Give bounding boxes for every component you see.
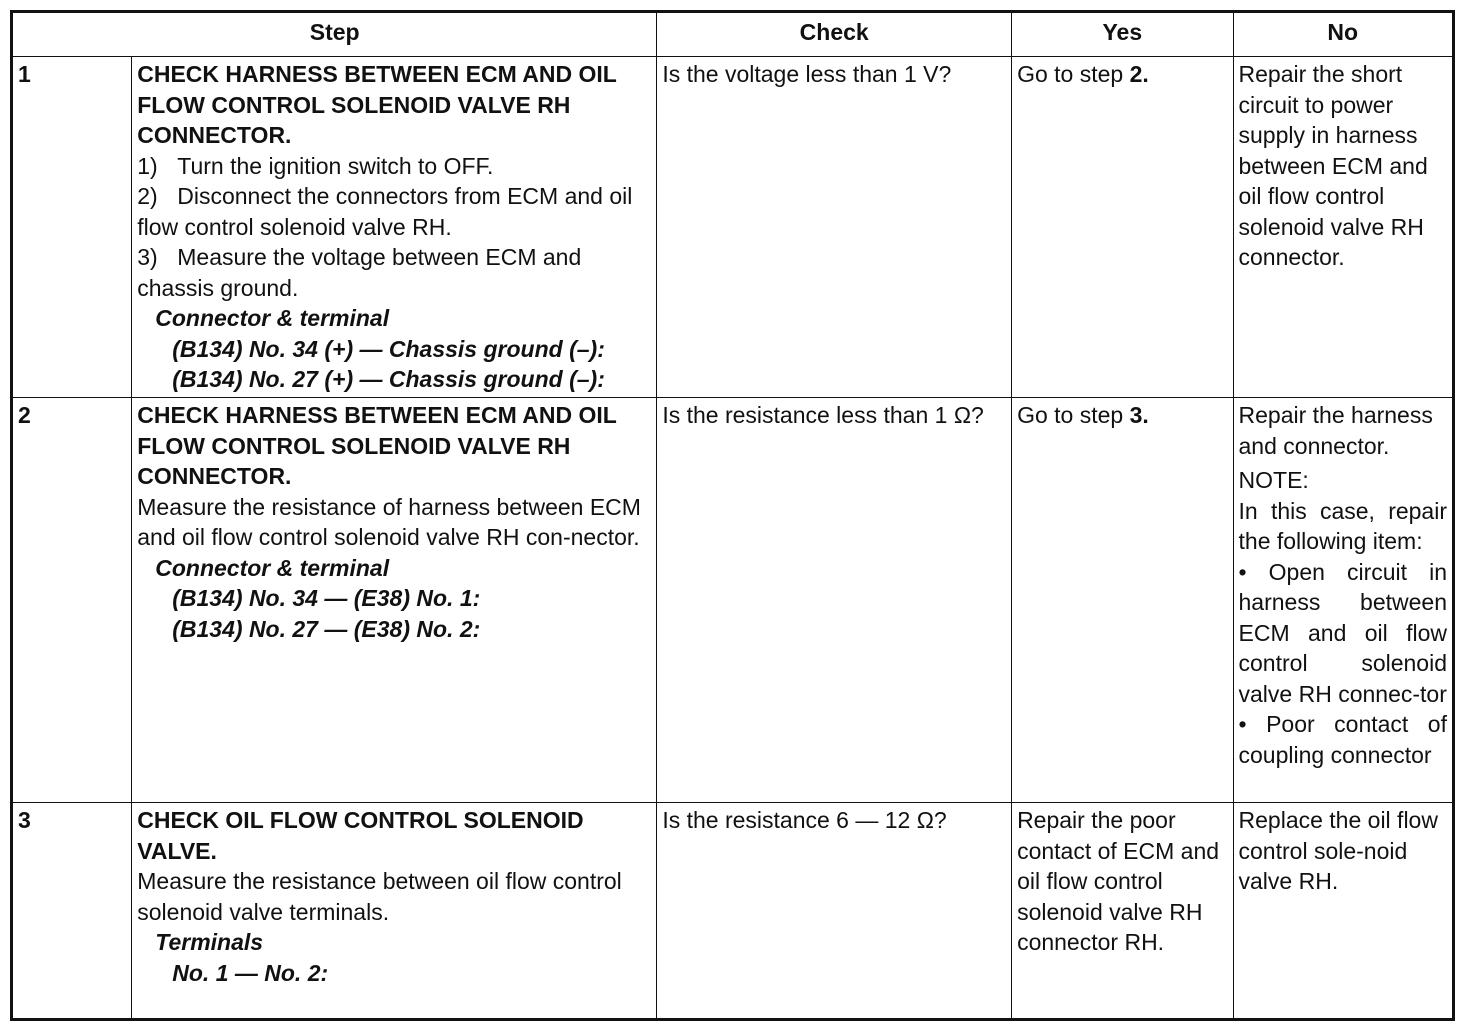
yes-prefix: Go to step: [1017, 402, 1130, 429]
step-description: Measure the resistance between oil flow control solenoid valve terminals.: [137, 868, 622, 925]
procedure-item: [137, 181, 651, 242]
yes-prefix: Go to step: [1017, 61, 1130, 87]
note-label: NOTE:: [1238, 467, 1309, 494]
no-cell: Repair the short circuit to power supply in harness between ECM and oil flow control solenoid valve RH connector.: [1233, 57, 1453, 398]
step-number: 1: [12, 57, 132, 398]
table-row: [12, 803, 1454, 1020]
no-cell: Replace the oil flow control sole-noid valve RH.: [1233, 803, 1453, 1020]
spec-item: (B134) No. 34 — (E38) No. 1:: [172, 585, 481, 612]
yes-step-ref: 3.: [1129, 402, 1149, 429]
procedure-number: 2): [137, 183, 158, 209]
check-cell: Is the resistance less than 1 Ω?: [657, 398, 1012, 803]
procedure-item: [137, 242, 651, 303]
step-title: CHECK OIL FLOW CONTROL SOLENOID VALVE.: [137, 807, 584, 864]
note-item: • Poor contact of coupling connector: [1238, 711, 1447, 768]
step-number: 3: [12, 803, 132, 1020]
step-number: 2: [12, 398, 132, 803]
step-cell: [132, 803, 657, 1020]
procedure-text: Measure the voltage between ECM and chassis ground.: [137, 244, 582, 301]
spec-heading: Connector & terminal: [155, 305, 390, 331]
procedure-item: [137, 151, 651, 182]
spec-heading: Connector & terminal: [155, 554, 390, 581]
header-yes: Yes: [1012, 12, 1233, 57]
header-step: Step: [12, 12, 657, 57]
spec-item: (B134) No. 27 (+) — Chassis ground (–):: [172, 366, 605, 392]
check-cell: Is the resistance 6 — 12 Ω?: [657, 803, 1012, 1020]
note-item: • Open circuit in harness between ECM and oil flow control solenoid valve RH connec-tor: [1238, 558, 1447, 707]
step-title: CHECK HARNESS BETWEEN ECM AND OIL FLOW CONTROL SOLENOID VALVE RH CONNECTOR.: [137, 61, 617, 148]
step-cell: [132, 57, 657, 398]
table-row: [12, 398, 1454, 803]
procedure-number: 1): [137, 152, 158, 179]
procedure-number: 3): [137, 244, 158, 270]
table-row: [12, 57, 1454, 398]
header-check: Check: [657, 12, 1012, 57]
no-action: Repair the harness and connector.: [1238, 402, 1433, 459]
procedure-text: Turn the ignition switch to OFF.: [177, 152, 494, 179]
yes-cell: [1012, 398, 1233, 803]
note-intro: In this case, repair the following item:: [1238, 497, 1447, 555]
yes-cell: [1012, 57, 1233, 398]
spec-heading: Terminals: [155, 929, 264, 956]
header-no: No: [1233, 12, 1453, 57]
procedure-text: Disconnect the connectors from ECM and oil flow control solenoid valve RH.: [137, 183, 633, 240]
spec-item: (B134) No. 34 (+) — Chassis ground (–):: [172, 335, 605, 362]
step-description: Measure the resistance of harness between ECM and oil flow control solenoid valve RH con-nector.: [137, 493, 641, 551]
no-cell: [1233, 398, 1453, 803]
step-title: CHECK HARNESS BETWEEN ECM AND OIL FLOW CONTROL SOLENOID VALVE RH CONNECTOR.: [137, 402, 617, 490]
yes-cell: Repair the poor contact of ECM and oil flow control solenoid valve RH connector RH.: [1012, 803, 1233, 1020]
spec-item: No. 1 — No. 2:: [172, 959, 329, 986]
check-cell: Is the voltage less than 1 V?: [657, 57, 1012, 398]
yes-step-ref: 2.: [1129, 61, 1149, 87]
step-cell: [132, 398, 657, 803]
spec-item: (B134) No. 27 — (E38) No. 2:: [172, 615, 481, 642]
diagnostic-table: [10, 10, 1455, 1021]
table-header-row: [12, 12, 1454, 57]
